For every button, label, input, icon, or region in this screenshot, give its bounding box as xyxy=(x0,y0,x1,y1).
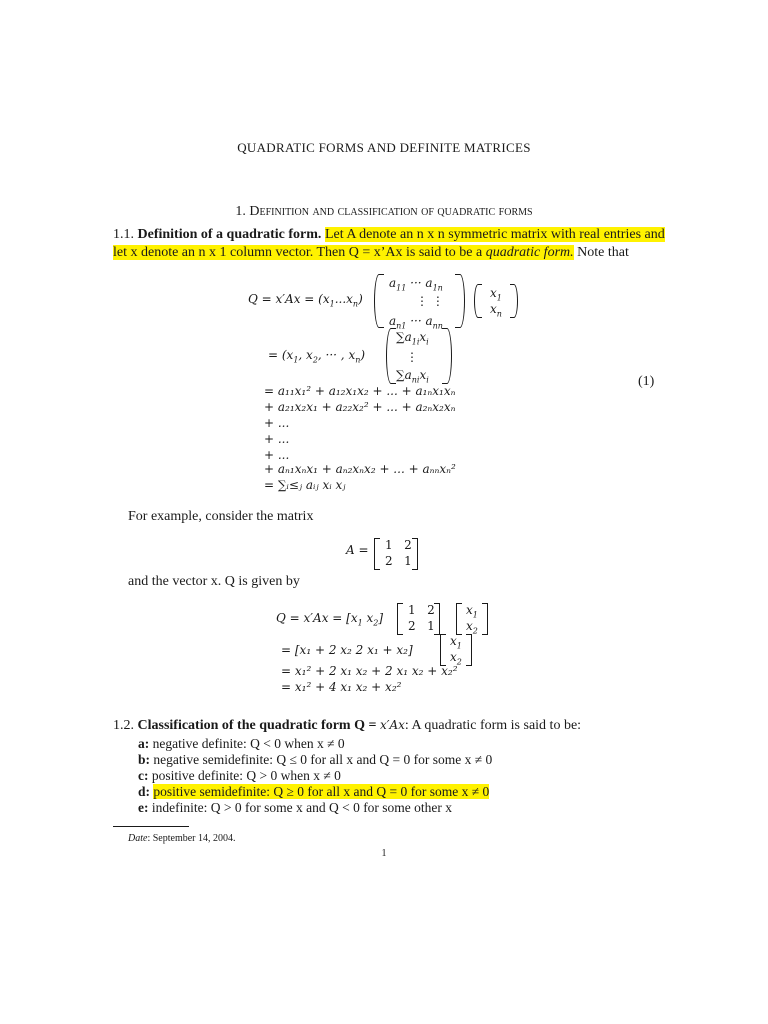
highlight-text-2: let x denote an n x 1 column vector. Then Q = x’Ax is said to be a xyxy=(113,245,486,260)
subsection-1-line-1 xyxy=(113,226,665,244)
subsection-2-heading-math: x′Ax xyxy=(379,718,405,732)
subsection-1-line-2 xyxy=(113,244,629,262)
footnote-text: : September 14, 2004. xyxy=(147,833,236,844)
section-title: Definition and classification of quadratic forms xyxy=(249,204,533,219)
equation-line: = a₁₁x₁² + a₁₂x₁x₂ + ... + a₁ₙx₁xₙ xyxy=(264,384,456,398)
equation-line: + aₙ₁xₙx₁ + aₙ₂xₙx₂ + ... + aₙₙxₙ² xyxy=(264,462,456,476)
highlight-text-1: Let A denote an n x n symmetric matrix with real entries and xyxy=(324,227,665,242)
highlight-term: quadratic form. xyxy=(485,245,574,260)
section-number: 1. xyxy=(235,204,246,219)
footnote-label: Date xyxy=(128,833,148,844)
equation-line: + ... xyxy=(264,416,290,430)
page-title: QUADRATIC FORMS AND DEFINITE MATRICES xyxy=(237,140,531,155)
list-item: e: indefinite: Q > 0 for some x and Q < 0 for some other x xyxy=(138,800,453,815)
example-line: = [x₁ + 2 x₂ 2 x₁ + x₂] xyxy=(281,643,413,657)
list-item-highlighted: d: positive semidefinite: Q ≥ 0 for all x and Q = 0 for some x ≠ 0 xyxy=(138,784,490,799)
subsection-1-heading: Definition of a quadratic form. xyxy=(137,227,322,242)
highlight-text-3: positive semidefinite: Q ≥ 0 for all x and Q = 0 for some x ≠ 0 xyxy=(153,784,490,799)
list-item: b: negative semidefinite: Q ≤ 0 for all x and Q = 0 for some x ≠ 0 xyxy=(138,752,493,767)
equation-line: + ... xyxy=(264,432,290,446)
subsection-2-heading-line xyxy=(113,716,581,735)
subsection-2-heading: Classification of the quadratic form Q = xyxy=(137,718,377,733)
subsection-2-number: 1.2. xyxy=(113,718,134,733)
equation-line: + ... xyxy=(264,448,290,462)
subsection-1-number: 1.1. xyxy=(113,227,134,242)
footnote xyxy=(128,833,236,844)
subsection-2-trailing: : A quadratic form is said to be: xyxy=(404,718,582,733)
section-heading xyxy=(0,204,768,220)
equation-line: + a₂₁x₂x₁ + a₂₂x₂² + ... + a₂ₙx₂xₙ xyxy=(264,400,456,414)
list-item: c: positive definite: Q > 0 when x ≠ 0 xyxy=(138,768,341,783)
equation-line: = ∑ᵢ≤ⱼ aᵢⱼ xᵢ xⱼ xyxy=(264,478,346,492)
example-line: = x₁² + 4 x₁ x₂ + x₂² xyxy=(281,680,402,694)
example-vector-text: and the vector x. Q is given by xyxy=(128,574,300,589)
list-item: a: negative definite: Q < 0 when x ≠ 0 xyxy=(138,736,345,751)
example-intro: For example, consider the matrix xyxy=(128,509,314,524)
subsection-1-trailing: Note that xyxy=(573,245,629,260)
example-line: = x₁² + 2 x₁ x₂ + 2 x₁ x₂ + x₂² xyxy=(281,664,458,678)
equation-number: (1) xyxy=(638,374,655,389)
footnote-rule xyxy=(113,826,189,827)
page-number: 1 xyxy=(381,848,387,859)
